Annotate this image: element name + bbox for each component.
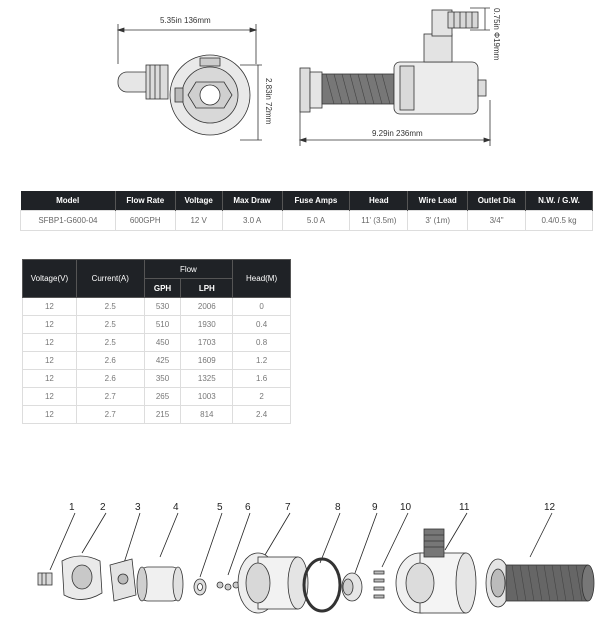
part-plate [110, 559, 136, 601]
voltage-cell: 12 [23, 334, 77, 352]
spec-table [20, 191, 593, 231]
voltage-cell: 12 [23, 370, 77, 388]
part-screws [374, 571, 384, 598]
head-cell: 0.8 [233, 334, 291, 352]
gph-cell: 510 [144, 316, 181, 334]
spec-header-cell: Outlet Dia [468, 191, 526, 210]
lph-header: LPH [181, 279, 233, 298]
spec-header-cell: Fuse Amps [282, 191, 350, 210]
spec-header-cell: Wire Lead [408, 191, 468, 210]
exploded-parts-diagram [0, 495, 607, 640]
width-dimension-label: 5.35in 136mm [160, 16, 211, 25]
current-cell: 2.5 [76, 334, 144, 352]
head-cell: 2.4 [233, 406, 291, 424]
part-motor [137, 567, 183, 601]
head-cell: 1.2 [233, 352, 291, 370]
technical-drawings [0, 0, 607, 170]
table-row [23, 334, 291, 352]
gph-cell: 425 [144, 352, 181, 370]
outlet-dimension-label: 0.75in Ф19mm [492, 8, 501, 61]
lph-cell: 814 [181, 406, 233, 424]
gph-cell: 350 [144, 370, 181, 388]
part-label-4: 4 [173, 502, 179, 513]
voltage-header: Voltage(V) [23, 260, 77, 298]
voltage-cell: 12 [23, 388, 77, 406]
spec-header-row [21, 191, 593, 210]
lph-cell: 2006 [181, 298, 233, 316]
head-cell: 2 [233, 388, 291, 406]
gph-cell: 215 [144, 406, 181, 424]
length-dimension-label: 9.29in 236mm [372, 129, 423, 138]
part-label-6: 6 [245, 502, 251, 513]
current-cell: 2.7 [76, 388, 144, 406]
part-label-2: 2 [100, 502, 106, 513]
height-dimension-label: 2.83in 72mm [264, 78, 273, 125]
gph-cell: 265 [144, 388, 181, 406]
gph-header: GPH [144, 279, 181, 298]
part-washer [194, 579, 206, 595]
part-label-12: 12 [544, 502, 556, 513]
voltage-cell: 12 [23, 352, 77, 370]
current-cell: 2.6 [76, 352, 144, 370]
voltage-cell: 12 [23, 316, 77, 334]
spec-cell-flow-rate: 600GPH [115, 210, 175, 230]
current-cell: 2.6 [76, 370, 144, 388]
lph-cell: 1609 [181, 352, 233, 370]
current-cell: 2.5 [76, 298, 144, 316]
gph-cell: 530 [144, 298, 181, 316]
flow-header: Flow [144, 260, 233, 279]
spec-header-cell: Voltage [175, 191, 222, 210]
spec-cell-voltage: 12 V [175, 210, 222, 230]
part-label-7: 7 [285, 502, 291, 513]
table-row [23, 352, 291, 370]
current-cell: 2.5 [76, 316, 144, 334]
spec-cell-max-draw: 3.0 A [222, 210, 282, 230]
flow-table [22, 259, 291, 424]
part-label-8: 8 [335, 502, 341, 513]
part-label-11: 11 [459, 502, 470, 513]
part-label-5: 5 [217, 502, 223, 513]
part-nozzle [38, 573, 52, 585]
spec-cell-head: 11' (3.5m) [350, 210, 408, 230]
current-cell: 2.7 [76, 406, 144, 424]
front-view-drawing [118, 24, 262, 140]
part-pump-body [396, 529, 476, 613]
spec-cell-fuse-amps: 5.0 A [282, 210, 350, 230]
part-label-9: 9 [372, 502, 378, 513]
part-impeller-cap [342, 573, 362, 601]
table-row [23, 370, 291, 388]
spec-cell-weight: 0.4/0.5 kg [526, 210, 593, 230]
gph-cell: 450 [144, 334, 181, 352]
spec-cell-wire-lead: 3' (1m) [408, 210, 468, 230]
spec-data-row [21, 210, 593, 230]
part-label-10: 10 [400, 502, 412, 513]
spec-cell-outlet-dia: 3/4" [468, 210, 526, 230]
spec-header-cell: Model [21, 191, 116, 210]
head-cell: 0.4 [233, 316, 291, 334]
table-row [23, 316, 291, 334]
spec-header-cell: N.W. / G.W. [526, 191, 593, 210]
head-header: Head(M) [233, 260, 291, 298]
part-threaded-tube [486, 559, 594, 607]
table-row [23, 406, 291, 424]
lph-cell: 1930 [181, 316, 233, 334]
spec-cell-model: SFBP1-G600-04 [21, 210, 116, 230]
spec-header-cell: Max Draw [222, 191, 282, 210]
lph-cell: 1703 [181, 334, 233, 352]
lph-cell: 1325 [181, 370, 233, 388]
table-row [23, 298, 291, 316]
head-cell: 0 [233, 298, 291, 316]
current-header: Current(A) [76, 260, 144, 298]
voltage-cell: 12 [23, 406, 77, 424]
table-row [23, 388, 291, 406]
part-small-rings [217, 582, 239, 590]
side-view-drawing [300, 8, 490, 146]
lph-cell: 1003 [181, 388, 233, 406]
part-o-ring [304, 559, 340, 611]
head-cell: 1.6 [233, 370, 291, 388]
part-cover [62, 556, 102, 600]
part-housing [238, 553, 308, 613]
spec-header-cell: Flow Rate [115, 191, 175, 210]
part-label-1: 1 [69, 502, 75, 513]
voltage-cell: 12 [23, 298, 77, 316]
spec-header-cell: Head [350, 191, 408, 210]
part-label-3: 3 [135, 502, 141, 513]
